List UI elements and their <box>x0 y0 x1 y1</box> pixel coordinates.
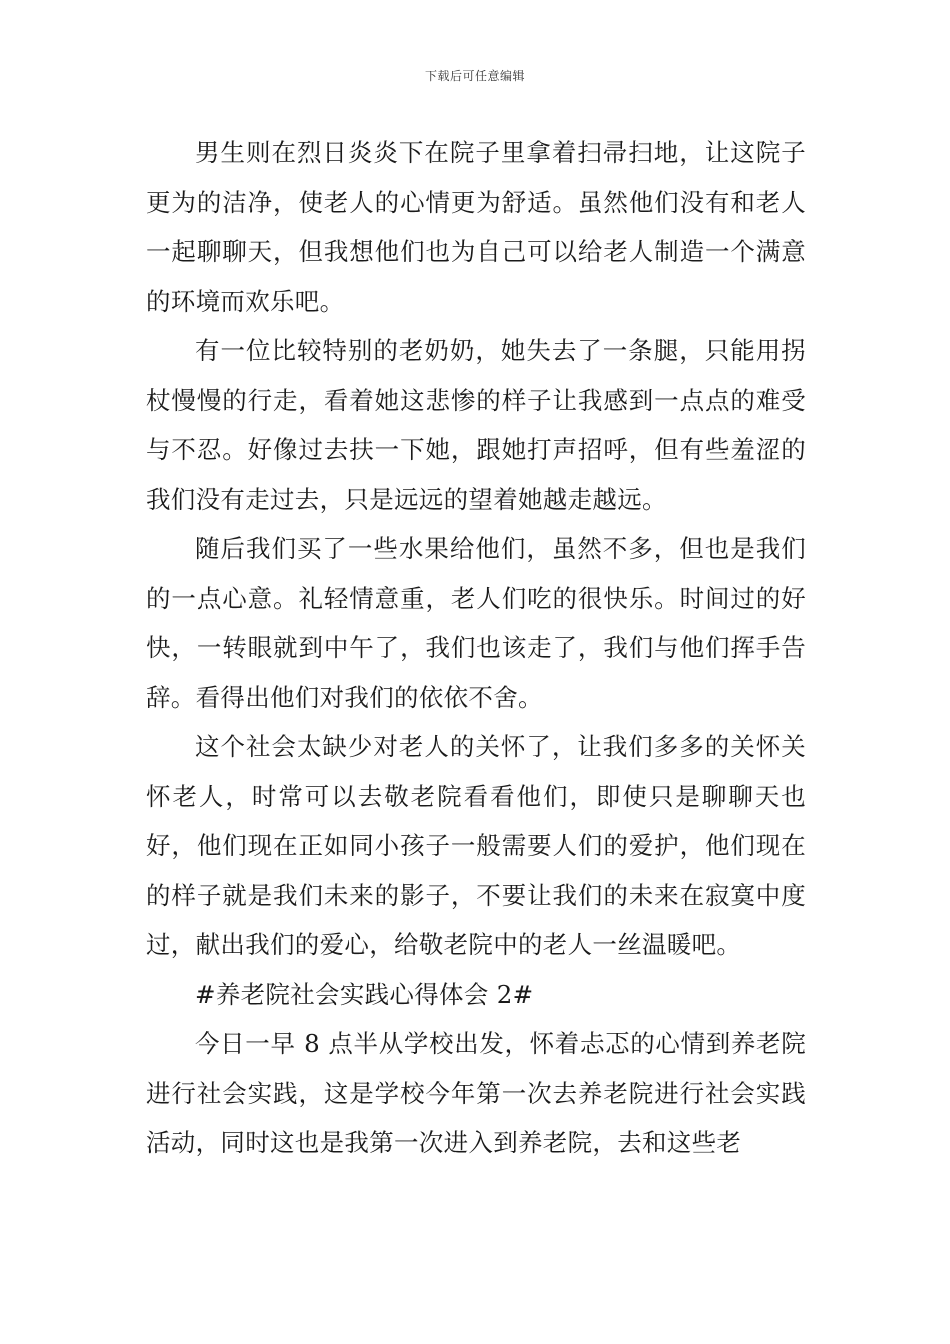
paragraph-3: 随后我们买了一些水果给他们，虽然不多，但也是我们的一点心意。礼轻情意重，老人们吃的很快乐。时间过的好快，一转眼就到中午了，我们也该走了，我们与他们挥手告辞。看得出他们对我们的依依不舍。 <box>146 534 806 712</box>
paragraph-5: 今日一早 8 点半从学校出发，怀着忐忑的心情到养老院进行社会实践，这是学校今年第一次去养老院进行社会实践活动，同时这也是我第一次进入到养老院，去和这些老 <box>146 1029 806 1157</box>
header-note: 下载后可任意编辑 <box>424 69 525 83</box>
paragraph-2: 有一位比较特别的老奶奶，她失去了一条腿，只能用拐杖慢慢的行走，看着她这悲惨的样子让我感到一点点的难受与不忍。好像过去扶一下她，跟她打声招呼，但有些羞涩的我们没有走过去，只是远远的望着她越走越远。 <box>146 336 806 514</box>
paragraph-4: 这个社会太缺少对老人的关怀了，让我们多多的关怀关怀老人，时常可以去敬老院看看他们，即使只是聊聊天也好，他们现在正如同小孩子一般需要人们的爱护，他们现在的样子就是我们未来的影子，不要让我们的未来在寂寞中度过，献出我们的爱心，给敬老院中的老人一丝温暖吧。 <box>146 732 806 959</box>
section-heading: #养老院社会实践心得体会 2# <box>195 979 534 1009</box>
paragraph-1: 男生则在烈日炎炎下在院子里拿着扫帚扫地，让这院子更为的洁净，使老人的心情更为舒适。虽然他们没有和老人一起聊聊天，但我想他们也为自己可以给老人制造一个满意的环境而欢乐吧。 <box>146 138 806 316</box>
body-text <box>146 128 806 1168</box>
